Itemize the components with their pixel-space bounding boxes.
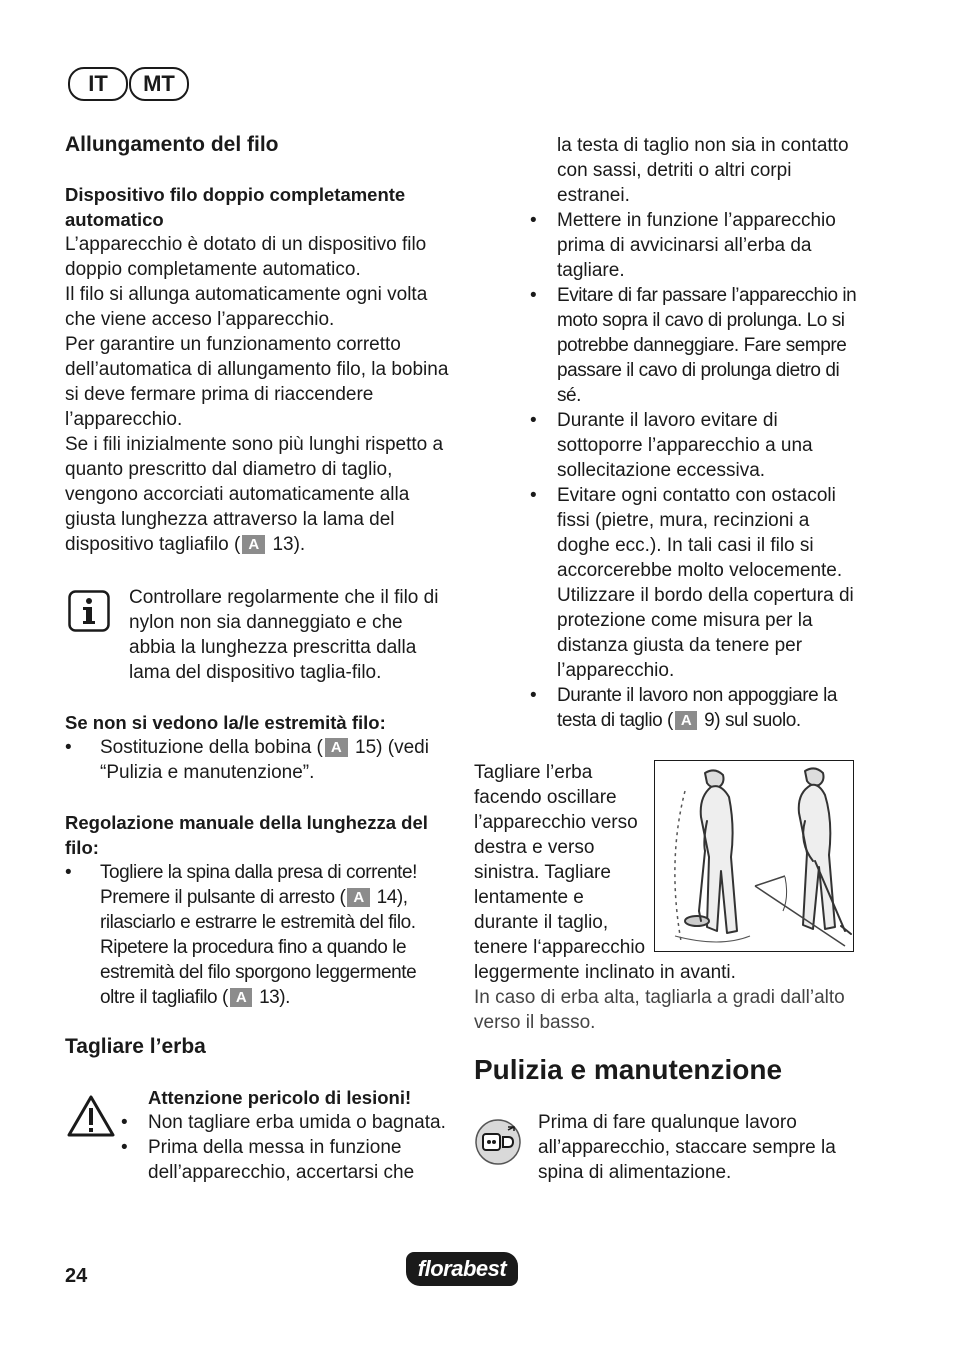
right-item-text: Durante il lavoro evitare di sottoporre l’apparecchio a una sollecitazione eccessiva. [557, 410, 813, 481]
paragraph-4-ref: 13). [272, 534, 306, 555]
right-item-3 [530, 408, 862, 483]
lang-badge-mt [129, 67, 189, 101]
heading-pulizia: Pulizia e manutenzione [474, 1054, 783, 1085]
bullet: • [121, 1137, 128, 1158]
list-item-text: Togliere la spina dalla presa di corrente! Premere il pulsante di arresto ( [100, 862, 417, 908]
right-item-1 [530, 208, 862, 283]
list-item-text: 15) (vedi “Pulizia e manutenzione”. [100, 737, 429, 783]
figure-a-badge: A [325, 738, 348, 757]
right-list [530, 133, 862, 733]
left-column [65, 132, 450, 557]
continuation-text: la testa di taglio non sia in contatto con sassi, detriti o altri corpi estranei. [557, 135, 849, 206]
swing-text: Tagliare l’erba facendo oscillare l’apparecchio verso destra e verso sinistra. Tagliare lentamente e durante il taglio, tenere l‘apparecchio [474, 762, 646, 958]
bullet: • [530, 285, 537, 306]
swing-text-cont: leggermente inclinato in avanti. [474, 962, 736, 983]
warning-title: Attenzione pericolo di lesioni! [148, 1087, 412, 1108]
paragraph-2: Il filo si allunga automaticamente ogni volta che viene acceso l’apparecchio. [65, 284, 428, 330]
figure-a-badge: A [347, 888, 369, 907]
warning-item-1 [121, 1110, 448, 1135]
list-item-bobina [65, 735, 450, 785]
unplug-icon [474, 1118, 522, 1173]
bullet: • [530, 210, 537, 231]
bullet: • [530, 410, 537, 431]
lang-badge-it [68, 67, 128, 101]
lang-it-label: IT [88, 71, 108, 96]
right-item-text: Mettere in funzione l’apparecchio prima di avvicinarsi all’erba da tagliare. [557, 210, 836, 281]
subheading-auto: Dispositivo filo doppio completamente automatico [65, 184, 406, 230]
bullet: • [65, 862, 72, 883]
right-item-text: Evitare di far passare l’apparecchio in moto sopra il cavo di prolunga. Lo si potrebbe danneggiare. Fare sempre passare il cavo di prolunga dietro di sé. [557, 285, 857, 406]
list-item-text: 14), rilasciarlo e estrarre le estremità del filo. Ripetere la procedura fino a quando le estremità del filo sporgono leggermente oltre il tagliafilo ( [100, 887, 417, 1008]
figure-a-badge: A [230, 988, 252, 1007]
bullet: • [530, 485, 537, 506]
warning-item-text: Non tagliare erba umida o bagnata. [148, 1112, 446, 1133]
paragraph-1: L’apparecchio è dotato di un dispositivo filo doppio completamente automatico. [65, 234, 427, 280]
right-item-2 [530, 283, 862, 408]
bullet: • [121, 1112, 128, 1133]
page-number: 24 [65, 1265, 88, 1287]
heading-allungamento: Allungamento del filo [65, 133, 279, 156]
info-note: Controllare regolarmente che il filo di nylon non sia danneggiato e che abbia la lunghezza prescritta dalla lama del dispositivo taglia-filo. [129, 587, 439, 683]
warning-item-text: Prima della messa in funzione dell’apparecchio, accertarsi che [148, 1137, 415, 1183]
figure-a-badge: A [675, 711, 697, 730]
paragraph-4 [65, 432, 450, 557]
lang-mt-label: MT [143, 71, 175, 96]
trimmer-illustration [654, 760, 854, 952]
warning-icon [66, 1094, 116, 1145]
bullet: • [530, 685, 537, 706]
paragraph-3: Per garantire un funzionamento corretto dell’automatica di allungamento filo, la bobina si deve fermare prima di riaccendere l’apparecchio. [65, 334, 449, 430]
subheading-nonvede: Se non si vedono la/le estremità filo: [65, 712, 386, 733]
left-column-lower [65, 710, 450, 1010]
right-item-4 [530, 483, 862, 683]
info-icon [68, 590, 108, 630]
heading-tagliare: Tagliare l’erba [65, 1035, 206, 1058]
list-item-manuale [65, 860, 450, 1010]
warning-item-2 [121, 1135, 448, 1185]
list-item-text: Sostituzione della bobina ( [100, 737, 323, 758]
subheading-manuale: Regolazione manuale della lunghezza del filo: [65, 812, 428, 858]
unplug-text: Prima di fare qualunque lavoro all’apparecchio, staccare sempre la spina di alimentazione. [538, 1112, 836, 1183]
paragraph-4-text: Se i fili inizialmente sono più lunghi rispetto a quanto prescritto dal diametro di taglio, vengono accorciati automaticamente alla giusta lunghezza attraverso la lama del dispositivo tagliafilo ( [65, 434, 444, 555]
warning-block [121, 1085, 448, 1185]
figure-a-badge: A [242, 535, 265, 554]
right-item-text: 9) sul suolo. [704, 710, 801, 731]
right-item-text: Durante il lavoro non appoggiare la testa di taglio ( [557, 685, 838, 731]
right-item-5 [530, 683, 862, 733]
right-item-text: Evitare ogni contatto con ostacoli fissi (pietre, mura, recinzioni a doghe ecc.). In tali casi il filo si accorcerebbe molto velocemente. Utilizzare il bordo della copertura di protezione come misura per la distanza giusta da tenere per l’apparecchio. [557, 485, 854, 681]
high-grass-text: In caso di erba alta, tagliarla a gradi dall’alto verso il basso. [474, 987, 845, 1033]
list-item-text: 13). [259, 987, 291, 1008]
brand-logo: florabest [406, 1252, 518, 1286]
bullet: • [65, 737, 72, 758]
